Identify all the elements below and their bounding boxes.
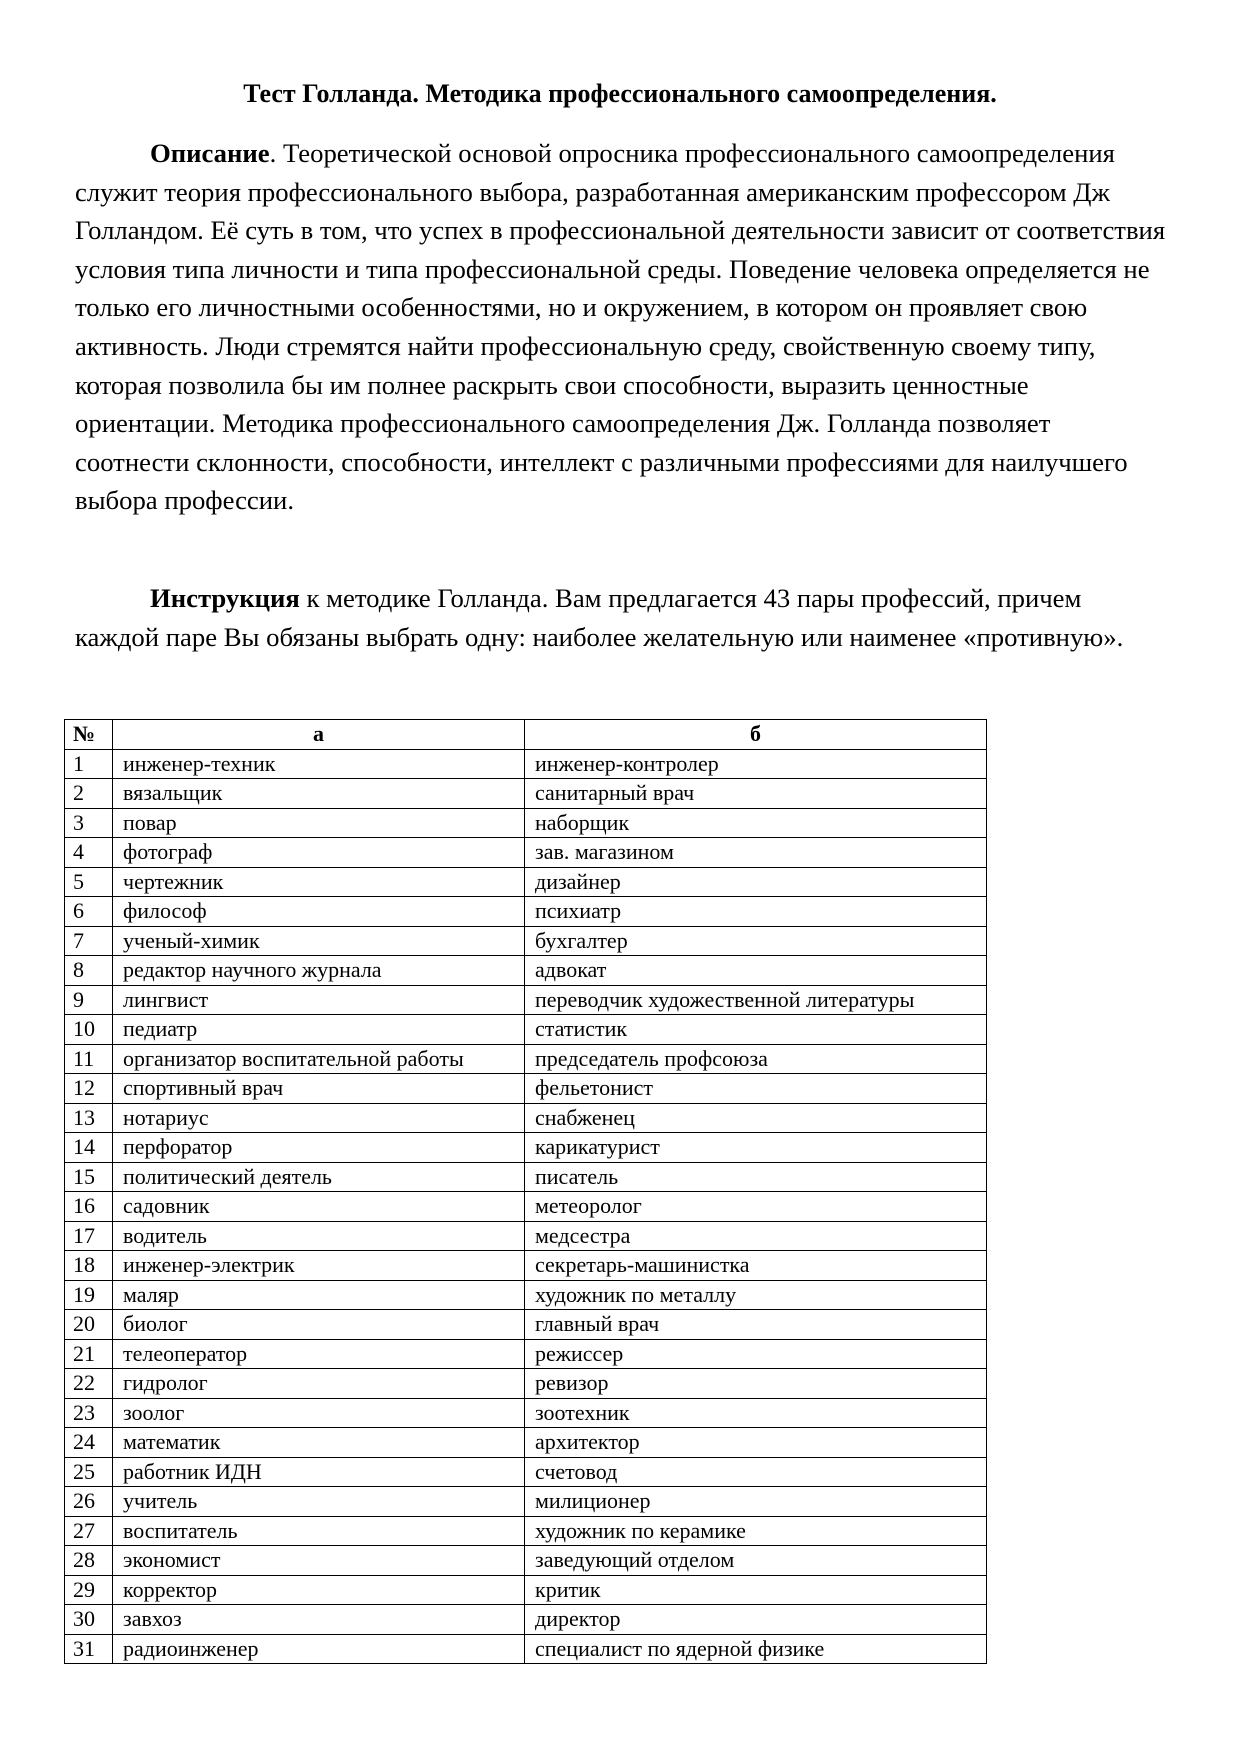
option-b: главный врач [525,1310,987,1340]
table-row [65,838,987,868]
row-number: 21 [65,1339,113,1369]
option-a: маляр [113,1280,525,1310]
row-number: 31 [65,1634,113,1664]
option-a: чертежник [113,867,525,897]
table-body [65,749,987,1664]
table-row [65,1044,987,1074]
header-option-b: б [525,720,987,750]
row-number: 27 [65,1516,113,1546]
option-a: редактор научного журнала [113,956,525,986]
table-header-row [65,720,987,750]
option-b: карикатурист [525,1133,987,1163]
option-a: нотариус [113,1103,525,1133]
table-row [65,897,987,927]
row-number: 13 [65,1103,113,1133]
table-row [65,985,987,1015]
row-number: 23 [65,1398,113,1428]
option-b: снабженец [525,1103,987,1133]
table-row [65,1516,987,1546]
row-number: 7 [65,926,113,956]
row-number: 2 [65,779,113,809]
row-number: 28 [65,1546,113,1576]
option-b: наборщик [525,808,987,838]
option-a: философ [113,897,525,927]
option-b: милиционер [525,1487,987,1517]
option-a: работник ИДН [113,1457,525,1487]
row-number: 16 [65,1192,113,1222]
option-b: критик [525,1575,987,1605]
option-b: дизайнер [525,867,987,897]
table-row [65,1634,987,1664]
row-number: 29 [65,1575,113,1605]
row-number: 12 [65,1074,113,1104]
option-b: фельетонист [525,1074,987,1104]
option-b: санитарный врач [525,779,987,809]
table-row [65,1575,987,1605]
option-a: математик [113,1428,525,1458]
option-b: метеоролог [525,1192,987,1222]
row-number: 14 [65,1133,113,1163]
option-a: организатор воспитательной работы [113,1044,525,1074]
table-row [65,1074,987,1104]
option-a: педиатр [113,1015,525,1045]
option-b: адвокат [525,956,987,986]
table-row [65,867,987,897]
table-row [65,1369,987,1399]
professions-table [64,719,987,1664]
row-number: 25 [65,1457,113,1487]
table-row [65,1280,987,1310]
option-b: художник по керамике [525,1516,987,1546]
row-number: 26 [65,1487,113,1517]
table-row [65,1015,987,1045]
option-b: бухгалтер [525,926,987,956]
option-b: зоотехник [525,1398,987,1428]
option-b: заведующий отделом [525,1546,987,1576]
table-row [65,808,987,838]
option-b: секретарь-машинистка [525,1251,987,1281]
instruction-paragraph [75,579,1170,656]
row-number: 1 [65,749,113,779]
description-text: . Теоретической основой опросника профессионального самоопределения служит теория профессионального выбора, разработанная американским профессором Дж Голландом. Её суть в том, что успех в профессиональной деятельности зависит от соответствия условия типа личности и типа профессиональной среды. Поведение человека определяется не только его личностными особенностями, но и окружением, в котором он проявляет свою активность. Люди стремятся найти профессиональную среду, свойственную своему типу, которая позволила бы им полнее раскрыть свои способности, выразить ценностные ориентации. Методика профессионального самоопределения Дж. Голланда позволяет соотнести склонности, способности, интеллект с различными профессиями для наилучшего выбора профессии. [75,138,1166,516]
option-b: архитектор [525,1428,987,1458]
row-number: 15 [65,1162,113,1192]
option-a: телеоператор [113,1339,525,1369]
header-number: № [65,720,113,750]
option-a: инженер-электрик [113,1251,525,1281]
table-row [65,1103,987,1133]
instruction-lead: Инструкция [150,583,300,613]
option-b: переводчик художественной литературы [525,985,987,1015]
option-a: спортивный врач [113,1074,525,1104]
option-b: статистик [525,1015,987,1045]
description-lead: Описание [150,138,270,168]
option-b: ревизор [525,1369,987,1399]
table-row [65,1546,987,1576]
document-title: Тест Голланда. Методика профессионального самоопределения. [243,79,997,108]
option-a: гидролог [113,1369,525,1399]
option-a: перфоратор [113,1133,525,1163]
option-b: председатель профсоюза [525,1044,987,1074]
option-b: инженер-контролер [525,749,987,779]
option-a: завхоз [113,1605,525,1635]
option-a: корректор [113,1575,525,1605]
row-number: 17 [65,1221,113,1251]
option-a: радиоинженер [113,1634,525,1664]
option-a: воспитатель [113,1516,525,1546]
option-a: политический деятель [113,1162,525,1192]
option-b: психиатр [525,897,987,927]
row-number: 5 [65,867,113,897]
option-a: садовник [113,1192,525,1222]
table-row [65,1221,987,1251]
row-number: 22 [65,1369,113,1399]
row-number: 30 [65,1605,113,1635]
table-row [65,1251,987,1281]
option-a: лингвист [113,985,525,1015]
table-row [65,1487,987,1517]
option-a: экономист [113,1546,525,1576]
option-a: ученый-химик [113,926,525,956]
table-row [65,1310,987,1340]
table-row [65,1428,987,1458]
table-row [65,1339,987,1369]
option-b: писатель [525,1162,987,1192]
table-row [65,1162,987,1192]
option-a: биолог [113,1310,525,1340]
row-number: 18 [65,1251,113,1281]
table-row [65,1457,987,1487]
table-row [65,749,987,779]
option-a: зоолог [113,1398,525,1428]
row-number: 11 [65,1044,113,1074]
row-number: 19 [65,1280,113,1310]
option-b: режиссер [525,1339,987,1369]
row-number: 6 [65,897,113,927]
table-row [65,1605,987,1635]
header-option-a: а [113,720,525,750]
option-b: зав. магазином [525,838,987,868]
option-b: художник по металлу [525,1280,987,1310]
row-number: 24 [65,1428,113,1458]
option-a: фотограф [113,838,525,868]
table-row [65,1398,987,1428]
option-b: специалист по ядерной физике [525,1634,987,1664]
row-number: 10 [65,1015,113,1045]
description-paragraph [75,134,1170,520]
option-a: инженер-техник [113,749,525,779]
table-row [65,1133,987,1163]
table-row [65,1192,987,1222]
option-a: вязальщик [113,779,525,809]
option-a: водитель [113,1221,525,1251]
instruction-text: к методике Голланда. Вам предлагается 43 пары профессий, причем каждой паре Вы обязаны выбрать одну: наиболее желательную или наименее «противную». [75,583,1124,652]
option-a: учитель [113,1487,525,1517]
row-number: 3 [65,808,113,838]
row-number: 4 [65,838,113,868]
row-number: 9 [65,985,113,1015]
table-row [65,926,987,956]
option-b: директор [525,1605,987,1635]
row-number: 8 [65,956,113,986]
table-row [65,779,987,809]
row-number: 20 [65,1310,113,1340]
option-a: повар [113,808,525,838]
table-row [65,956,987,986]
option-b: медсестра [525,1221,987,1251]
option-b: счетовод [525,1457,987,1487]
